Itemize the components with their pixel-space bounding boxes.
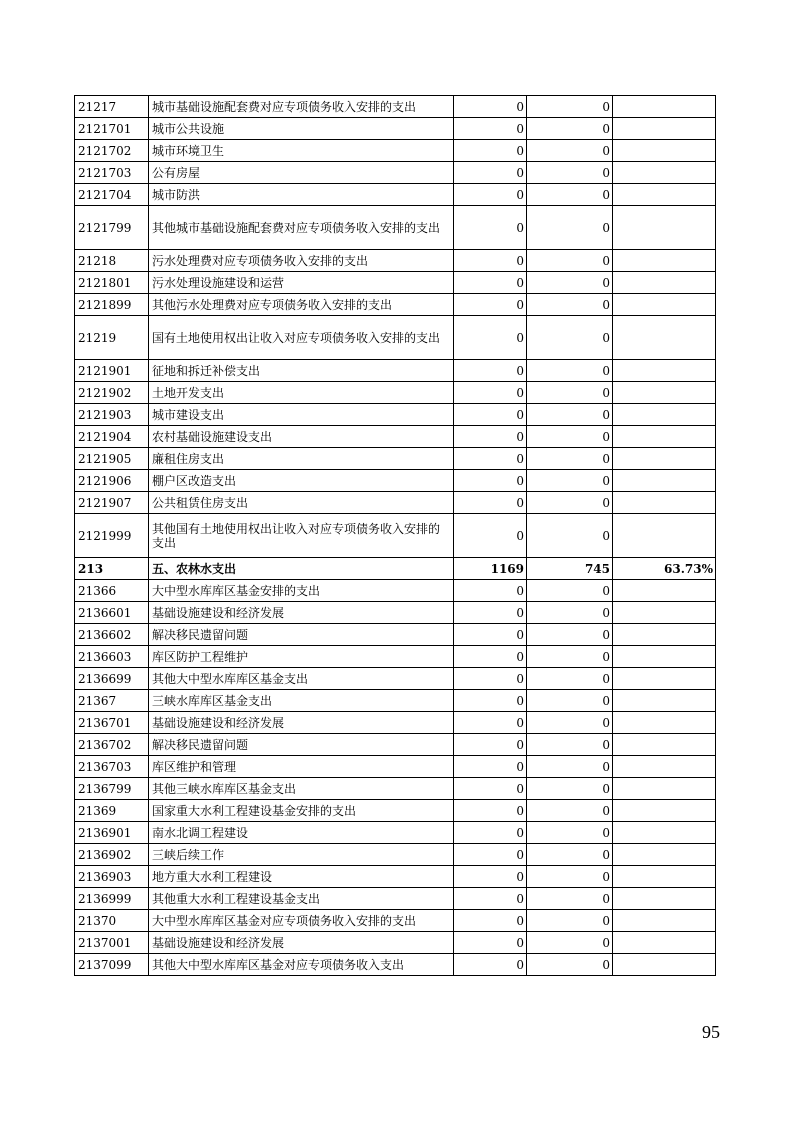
cell-ratio [613,668,716,690]
table-row [75,316,716,360]
cell-budget: 0 [454,162,527,184]
cell-actual: 0 [527,184,613,206]
cell-actual: 0 [527,250,613,272]
cell-code: 2121704 [75,184,149,206]
cell-name: 征地和拆迁补偿支出 [149,360,454,382]
cell-code: 2136999 [75,888,149,910]
cell-code: 2136903 [75,866,149,888]
cell-ratio [613,96,716,118]
cell-name: 地方重大水利工程建设 [149,866,454,888]
cell-budget: 0 [454,668,527,690]
cell-actual: 0 [527,646,613,668]
cell-code: 21367 [75,690,149,712]
cell-actual: 0 [527,624,613,646]
cell-code: 21219 [75,316,149,360]
cell-code: 2121904 [75,426,149,448]
cell-ratio [613,382,716,404]
cell-name: 公共租赁住房支出 [149,492,454,514]
cell-budget: 0 [454,140,527,162]
cell-name: 污水处理设施建设和运营 [149,272,454,294]
cell-budget: 0 [454,602,527,624]
cell-ratio [613,778,716,800]
cell-code: 2136902 [75,844,149,866]
cell-name: 城市环境卫生 [149,140,454,162]
cell-budget: 0 [454,492,527,514]
cell-actual: 0 [527,382,613,404]
cell-ratio [613,140,716,162]
cell-actual: 0 [527,888,613,910]
cell-code: 2136601 [75,602,149,624]
cell-name: 廉租住房支出 [149,448,454,470]
cell-ratio [613,360,716,382]
table-row [75,118,716,140]
cell-budget: 0 [454,690,527,712]
cell-budget: 0 [454,844,527,866]
table-row [75,558,716,580]
cell-code: 2121907 [75,492,149,514]
cell-code: 2121799 [75,206,149,250]
cell-ratio [613,448,716,470]
cell-name: 国家重大水利工程建设基金安排的支出 [149,800,454,822]
cell-ratio [613,734,716,756]
cell-budget: 0 [454,734,527,756]
cell-name: 解决移民遗留问题 [149,734,454,756]
table-row [75,756,716,778]
cell-ratio [613,932,716,954]
cell-actual: 0 [527,844,613,866]
cell-budget: 0 [454,250,527,272]
table-row [75,580,716,602]
cell-code: 2136703 [75,756,149,778]
cell-ratio [613,800,716,822]
cell-ratio [613,272,716,294]
cell-actual: 0 [527,514,613,558]
cell-ratio [613,206,716,250]
table-row [75,514,716,558]
cell-code: 2121703 [75,162,149,184]
cell-name: 其他三峡水库库区基金支出 [149,778,454,800]
cell-name: 城市防洪 [149,184,454,206]
cell-actual: 0 [527,96,613,118]
cell-ratio [613,316,716,360]
cell-ratio [613,756,716,778]
table-row [75,184,716,206]
cell-budget: 0 [454,822,527,844]
cell-name: 城市建设支出 [149,404,454,426]
cell-ratio [613,690,716,712]
cell-code: 21218 [75,250,149,272]
cell-code: 21366 [75,580,149,602]
cell-ratio [613,184,716,206]
cell-code: 2136701 [75,712,149,734]
cell-code: 2136702 [75,734,149,756]
cell-name: 国有土地使用权出让收入对应专项债务收入安排的支出 [149,316,454,360]
cell-code: 21370 [75,910,149,932]
cell-ratio [613,404,716,426]
cell-actual: 0 [527,118,613,140]
expenditure-table [74,95,716,976]
cell-name: 基础设施建设和经济发展 [149,932,454,954]
cell-budget: 0 [454,866,527,888]
cell-budget: 0 [454,624,527,646]
cell-budget: 0 [454,712,527,734]
cell-budget: 0 [454,96,527,118]
cell-budget: 0 [454,910,527,932]
table-row [75,140,716,162]
cell-budget: 0 [454,316,527,360]
cell-actual: 0 [527,954,613,976]
cell-actual: 0 [527,778,613,800]
table-row [75,206,716,250]
cell-actual: 0 [527,140,613,162]
cell-ratio [613,866,716,888]
cell-name: 其他大中型水库库区基金对应专项债务收入支出 [149,954,454,976]
cell-budget: 0 [454,118,527,140]
cell-actual: 0 [527,712,613,734]
cell-actual: 745 [527,558,613,580]
cell-actual: 0 [527,448,613,470]
cell-name: 解决移民遗留问题 [149,624,454,646]
table-row [75,822,716,844]
cell-budget: 0 [454,206,527,250]
cell-actual: 0 [527,162,613,184]
cell-name: 土地开发支出 [149,382,454,404]
cell-budget: 0 [454,954,527,976]
table-row [75,294,716,316]
cell-code: 2121701 [75,118,149,140]
cell-code: 2137099 [75,954,149,976]
cell-name: 其他大中型水库库区基金支出 [149,668,454,690]
cell-name: 库区维护和管理 [149,756,454,778]
cell-code: 2121801 [75,272,149,294]
cell-ratio [613,250,716,272]
cell-code: 2121906 [75,470,149,492]
cell-name: 基础设施建设和经济发展 [149,602,454,624]
cell-name: 其他国有土地使用权出让收入对应专项债务收入安排的支出 [149,514,454,558]
cell-ratio [613,822,716,844]
cell-ratio [613,492,716,514]
cell-actual: 0 [527,426,613,448]
cell-actual: 0 [527,734,613,756]
cell-actual: 0 [527,272,613,294]
cell-budget: 0 [454,756,527,778]
cell-budget: 0 [454,448,527,470]
cell-budget: 0 [454,888,527,910]
table-row [75,712,716,734]
cell-name: 库区防护工程维护 [149,646,454,668]
table-row [75,404,716,426]
cell-name: 公有房屋 [149,162,454,184]
cell-ratio [613,888,716,910]
table-row [75,668,716,690]
cell-code: 2121901 [75,360,149,382]
cell-budget: 0 [454,272,527,294]
cell-actual: 0 [527,932,613,954]
cell-ratio [613,514,716,558]
cell-budget: 0 [454,404,527,426]
cell-budget: 0 [454,778,527,800]
cell-ratio [613,580,716,602]
cell-budget: 0 [454,646,527,668]
table-row [75,888,716,910]
cell-name: 棚户区改造支出 [149,470,454,492]
table-row [75,382,716,404]
table-row [75,800,716,822]
cell-code: 2136603 [75,646,149,668]
cell-code: 2136901 [75,822,149,844]
table-row [75,646,716,668]
cell-name: 大中型水库库区基金对应专项债务收入安排的支出 [149,910,454,932]
cell-ratio [613,712,716,734]
cell-code: 2121902 [75,382,149,404]
cell-ratio [613,162,716,184]
cell-ratio [613,602,716,624]
cell-actual: 0 [527,316,613,360]
cell-actual: 0 [527,580,613,602]
cell-code: 213 [75,558,149,580]
cell-budget: 0 [454,382,527,404]
table-row [75,470,716,492]
table-row [75,844,716,866]
cell-budget: 0 [454,580,527,602]
cell-actual: 0 [527,756,613,778]
table-row [75,954,716,976]
cell-actual: 0 [527,800,613,822]
cell-ratio [613,294,716,316]
cell-name: 大中型水库库区基金安排的支出 [149,580,454,602]
cell-budget: 0 [454,294,527,316]
cell-name: 城市公共设施 [149,118,454,140]
table-row [75,96,716,118]
cell-actual: 0 [527,910,613,932]
cell-code: 2136602 [75,624,149,646]
table-row [75,602,716,624]
table-row [75,778,716,800]
table-row [75,162,716,184]
cell-actual: 0 [527,668,613,690]
cell-ratio [613,844,716,866]
cell-code: 2136699 [75,668,149,690]
table-row [75,910,716,932]
cell-actual: 0 [527,294,613,316]
cell-budget: 0 [454,426,527,448]
table-row [75,690,716,712]
table-row [75,624,716,646]
cell-ratio [613,624,716,646]
cell-name: 其他污水处理费对应专项债务收入安排的支出 [149,294,454,316]
table-row [75,272,716,294]
cell-ratio [613,118,716,140]
cell-name: 三峡后续工作 [149,844,454,866]
table-row [75,492,716,514]
cell-code: 2121903 [75,404,149,426]
cell-code: 2121702 [75,140,149,162]
cell-ratio: 63.73% [613,558,716,580]
cell-ratio [613,910,716,932]
table-row [75,448,716,470]
cell-actual: 0 [527,404,613,426]
table-row [75,426,716,448]
cell-ratio [613,954,716,976]
cell-name: 农村基础设施建设支出 [149,426,454,448]
cell-code: 2121999 [75,514,149,558]
cell-ratio [613,646,716,668]
cell-code: 2121905 [75,448,149,470]
cell-code: 2136799 [75,778,149,800]
cell-budget: 0 [454,184,527,206]
table-row [75,250,716,272]
cell-ratio [613,426,716,448]
cell-actual: 0 [527,690,613,712]
table-row [75,932,716,954]
cell-code: 2121899 [75,294,149,316]
cell-budget: 0 [454,800,527,822]
table-row [75,734,716,756]
cell-name: 污水处理费对应专项债务收入安排的支出 [149,250,454,272]
table-row [75,866,716,888]
cell-actual: 0 [527,206,613,250]
cell-name: 其他城市基础设施配套费对应专项债务收入安排的支出 [149,206,454,250]
cell-actual: 0 [527,866,613,888]
cell-actual: 0 [527,602,613,624]
cell-actual: 0 [527,822,613,844]
cell-budget: 0 [454,932,527,954]
table-body [75,96,716,976]
cell-actual: 0 [527,470,613,492]
cell-name: 其他重大水利工程建设基金支出 [149,888,454,910]
cell-name: 南水北调工程建设 [149,822,454,844]
cell-code: 21369 [75,800,149,822]
cell-actual: 0 [527,360,613,382]
cell-name: 城市基础设施配套费对应专项债务收入安排的支出 [149,96,454,118]
page-number: 95 [702,1022,720,1042]
cell-ratio [613,470,716,492]
cell-code: 21217 [75,96,149,118]
cell-code: 2137001 [75,932,149,954]
cell-name: 三峡水库库区基金支出 [149,690,454,712]
cell-budget: 1169 [454,558,527,580]
cell-name: 五、农林水支出 [149,558,454,580]
cell-actual: 0 [527,492,613,514]
cell-name: 基础设施建设和经济发展 [149,712,454,734]
cell-budget: 0 [454,470,527,492]
table-row [75,360,716,382]
cell-budget: 0 [454,514,527,558]
cell-budget: 0 [454,360,527,382]
